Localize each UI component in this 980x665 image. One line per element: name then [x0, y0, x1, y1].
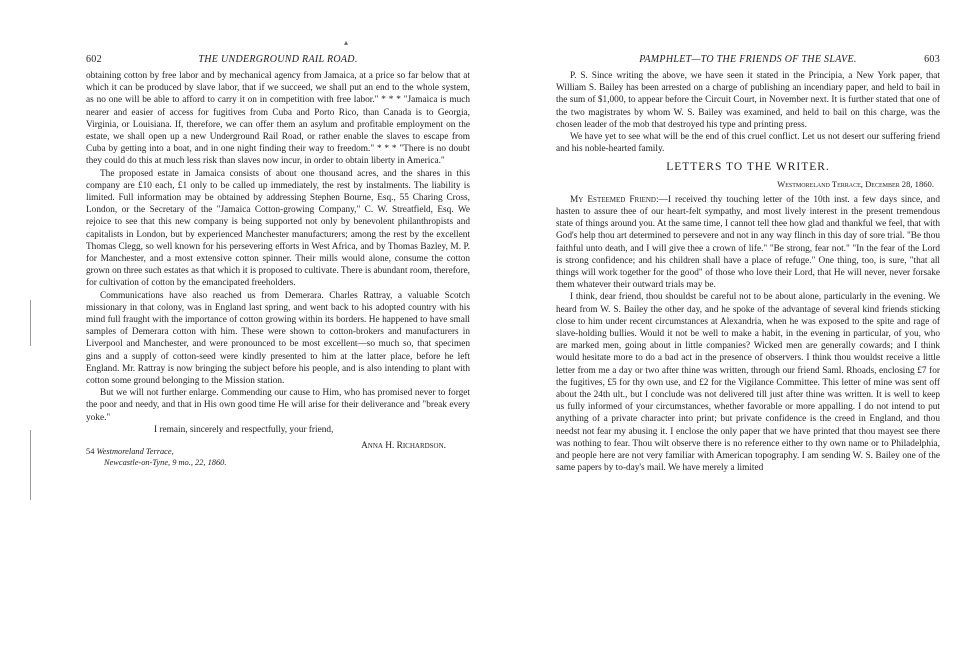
paragraph: Communications have also reached us from Demerara. Charles Rattray, a valuable Scotch missionary in that colony, was in England last spring, and went back to his adopted country with his mind full fraught with the importance of cotton growing within its borders. He happened to have small samples of Demerara cotton with him. These were shown to cotton-brokers and manufacturers in Liverpool and Manchester, and were pronounced to be most excellent—so much so, that specimen gins and a supply of cotton-seed were kindly presented to him at the latter place, before he left England. Mr. Rattray is now bringing the subject before his people, and is also intending to plant with cotton some ground belonging to the Mission station.	[86, 290, 470, 387]
binding-mark	[30, 300, 31, 346]
left-page-header	[86, 54, 470, 70]
dateline: Westmoreland Terrace, December 28, 1860.	[777, 178, 934, 189]
address-number: 54	[86, 447, 95, 457]
running-head: PAMPHLET—TO THE FRIENDS OF THE SLAVE.	[639, 54, 857, 65]
page-number: 603	[924, 54, 940, 65]
letter-paragraph	[556, 194, 940, 292]
running-head: THE UNDERGROUND RAIL ROAD.	[198, 54, 358, 65]
paragraph: The proposed estate in Jamaica consists of about one thousand acres, and the shares in this company are £10 each, £1 only to be called up immediately, the rest by instalments. The liability is limited. Full information may be obtained by addressing Stephen Bourne, Esq., 55 Charing Cross, London, or the Secretary of the "Jamaica Cotton-growing Company," C. W. Streatfield, Esq. We rejoice to see that this new company is being supported not only by benevolent philanthropists and capitalists in London, but by experienced Manchester manufacturers; among the rest by the excellent Thomas Clegg, so well known for his persevering efforts in West Africa, and by Thomas Bazley, M. P. for Manchester, and a most extensive cotton spinner. Their mills would alone, consume the cotton grown on three such estates as that which it is proposed to cultivate. There is abundant room, therefore, for cultivation of cotton by the emancipated freeholders.	[86, 168, 470, 289]
page-number: 602	[86, 54, 102, 65]
letter-text: —I received thy touching letter of the 10th inst. a few days since, and hasten to assure thee of our heart-felt sympathy, and most lively interest in the present tremendous state of things around you. At the same time, I cannot tell thee how glad and thankful we feel, that with God's help thou art determined to persevere and not in any way flinch in this day of sore trial. "Be thou faithful unto death, and I will give thee a crown of life." "Be strong, fear not." "In the fear of the Lord is strong confidence; and his children shall have a place of refuge." One thing, too, is sure, "that all things will work together for the good" of those who love their Lord, that He will never, never forsake them whatever their outward trials may be.	[556, 194, 940, 291]
address-city-date: Newcastle-on-Tyne, 9 mo., 22, 1860.	[104, 458, 227, 468]
paragraph: obtaining cotton by free labor and by mechanical agency from Jamaica, at a price so far below that at which it can be produced by slave labor, that if we succeed, we shall put an end to the whole system, as no one will be able to afford to carry it on in competition with free labor." * * * "Jamaica is much nearer and easier of access for fugitives from Cuba and Porto Rico, than Canada is to Georgia, Virginia, or Louisiana. If, therefore, we can offer them an asylum and profitable employment on the estate, we shall open up a new Underground Rail Road, or rather enable the slaves to escape from Cuba by getting into a boat, and in one night finding their way to freedom." * * * "There is no doubt they could do this at much less risk than slaves now incur, in order to obtain liberty in America."	[86, 71, 470, 167]
right-page-header	[556, 54, 940, 70]
right-page	[556, 54, 940, 654]
paragraph: We have yet to see what will be the end of this cruel conflict. Let us not desert our suffering friend and his noble-hearted family.	[556, 132, 940, 155]
left-page	[86, 54, 470, 654]
address-street: Westmoreland Terrace,	[96, 447, 174, 457]
signature: Anna H. Richardson.	[361, 441, 446, 452]
scan-mark: ▴	[344, 38, 349, 47]
letter-paragraph: I think, dear friend, thou shouldst be careful not to be about alone, particularly in the evening. We heard from W. S. Bailey the other day, and he spoke of the advantage of several kind friends sticking close to him under recent circumstances at Alexandria, when he was exposed to the spite and rage of slave-holding bullies. Would it not be well to make a habit, in the evening in particular, of you, who are marked men, going about in little companies? Wicked men are generally cowards; and I think would hesitate more to do a bad act in the presence of observers. I think thou wouldst receive a little letter from me a day or two after thine was written, through our friend Saml. Rhoads, enclosing £7 for the fugitives, £5 for thy own use, and £2 for the Vigilance Committee. This letter of mine was sent off about the 24th ult., but I conclude was not delivered till just after thine was written. It is well to keep us fully informed of your circumstances, whether favorable or more appalling. I do not intend to put anything of a private character into print; but private confidence is the creed in England, and thou needst not fear my abusing it. I enclose the only paper that we have printed that thou mayest see there was nothing to fear. Thou wilt observe there is no reference either to thy own name or to Philadelphia, and people here are not very familiar with American topography. I am sending W. S. Bailey one of the same papers by to-day's mail. We have merely a limited	[556, 292, 940, 474]
section-title: LETTERS TO THE WRITER.	[666, 161, 830, 174]
closing-line: I remain, sincerely and respectfully, your friend,	[154, 424, 334, 435]
salutation: My Esteemed Friend:	[570, 194, 659, 205]
paragraph: P. S. Since writing the above, we have seen it stated in the Principia, a New York paper, that William S. Bailey has been arrested on a charge of publishing an incendiary paper, and held to bail in the sum of $1,000, to appear before the Circuit Court, in November next. It is further stated that one of the two magistrates by whom W. S. Bailey was examined, and held to bail on this charge, was the chosen leader of the mob that destroyed his type and printing press.	[556, 71, 940, 130]
binding-mark	[30, 430, 31, 500]
paragraph: But we will not further enlarge. Commending our cause to Him, who has promised never to forget the poor and needy, and that in His own good time He will arise for their deliverance and "break every yoke."	[86, 388, 470, 423]
